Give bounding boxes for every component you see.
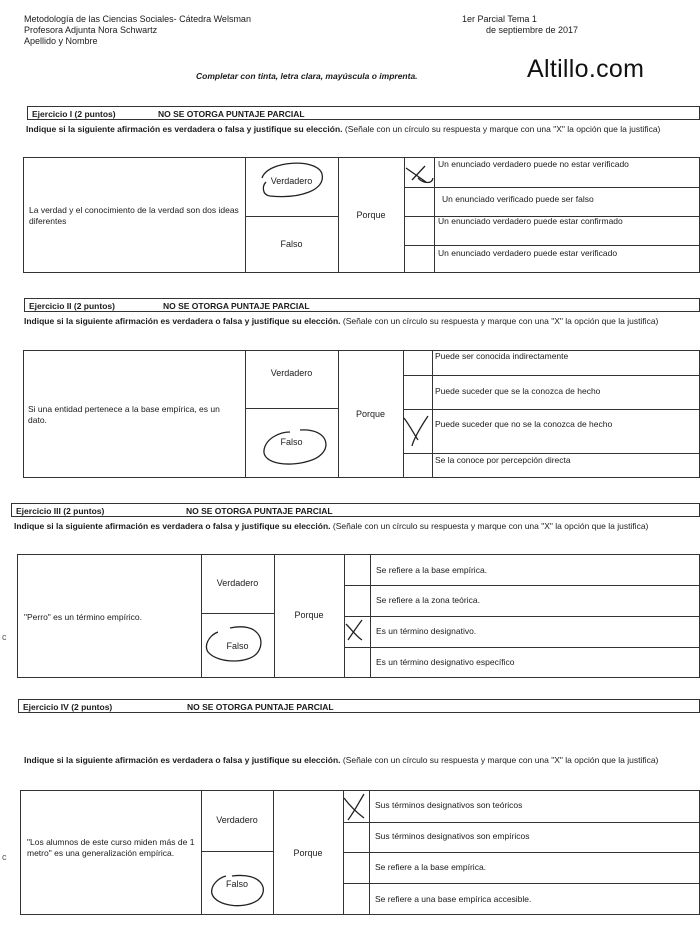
exercise-2-prompt-bold: Indique si la siguiente afirmación es verdadera o falsa y justifique su elección.	[24, 316, 341, 326]
exercise-2-option-2[interactable]: Puede suceder que se la conozca de hecho	[435, 386, 601, 396]
exercise-4-no-partial: NO SE OTORGA PUNTAJE PARCIAL	[187, 702, 334, 712]
exercise-1-prompt-bold: Indique si la siguiente afirmación es verdadera o falsa y justifique su elección.	[26, 124, 343, 134]
exercise-1-title: Ejercicio I (2 puntos)	[32, 109, 116, 119]
exercise-4-option-4[interactable]: Se refiere a una base empírica accesible.	[375, 894, 532, 904]
exercise-4-false[interactable]: Falso	[225, 879, 248, 889]
exercise-1-false[interactable]: Falso	[280, 239, 303, 249]
margin-mark-2: c	[2, 852, 7, 862]
watermark: Altillo.com	[527, 55, 645, 83]
exercise-4-statement: "Los alumnos de este curso miden más de 1 metro" es una generalización empírica.	[27, 837, 195, 858]
exercise-1-option-1[interactable]: Un enunciado verdadero puede no estar verificado	[438, 159, 629, 169]
exercise-3-prompt-rest: (Señale con un círculo su respuesta y marque con una "X" la opción que la justifica)	[330, 521, 649, 531]
exercise-3-prompt-bold: Indique si la siguiente afirmación es verdadera o falsa y justifique su elección.	[14, 521, 331, 531]
exercise-3-option-1[interactable]: Se refiere a la base empírica.	[376, 565, 488, 575]
exercise-1-true[interactable]: Verdadero	[270, 176, 313, 186]
exercise-1-option-2[interactable]: Un enunciado verificado puede ser falso	[442, 194, 594, 204]
exercise-2-true[interactable]: Verdadero	[270, 368, 313, 378]
exercise-2-because: Porque	[355, 409, 386, 419]
exercise-1-option-3[interactable]: Un enunciado verdadero puede estar confirmado	[438, 216, 623, 226]
exercise-3-false[interactable]: Falso	[226, 641, 249, 651]
exercise-2-prompt-rest: (Señale con un círculo su respuesta y marque con una "X" la opción que la justifica)	[340, 316, 659, 326]
exercise-4-option-2[interactable]: Sus términos designativos son empíricos	[375, 831, 530, 841]
exercise-4-option-1[interactable]: Sus términos designativos son teóricos	[375, 800, 523, 810]
exercise-3-option-3[interactable]: Es un término designativo.	[376, 626, 477, 636]
exercise-4-prompt-rest: (Señale con un círculo su respuesta y marque con una "X" la opción que la justifica)	[340, 755, 659, 765]
exercise-2-option-1[interactable]: Puede ser conocida indirectamente	[435, 351, 569, 361]
exercise-1-because: Porque	[356, 210, 386, 220]
exercise-2-no-partial: NO SE OTORGA PUNTAJE PARCIAL	[163, 301, 310, 311]
exercise-2-false[interactable]: Falso	[280, 437, 303, 447]
exercise-4-option-3[interactable]: Se refiere a la base empírica.	[375, 862, 487, 872]
exercise-3-true[interactable]: Verdadero	[216, 578, 259, 588]
exercise-3-because: Porque	[294, 610, 324, 620]
exercise-1-option-4[interactable]: Un enunciado verdadero puede estar verificado	[438, 248, 618, 258]
margin-mark: c	[2, 632, 7, 642]
instructions: Completar con tinta, letra clara, mayúscula o imprenta.	[196, 71, 418, 81]
exercise-4-true[interactable]: Verdadero	[216, 815, 258, 825]
exercise-1-prompt-rest: (Señale con un círculo su respuesta y marque con una "X" la opción que la justifica)	[342, 124, 661, 134]
header-name-label: Apellido y Nombre	[24, 36, 98, 46]
header-professor: Profesora Adjunta Nora Schwartz	[24, 25, 158, 35]
exercise-3-option-2[interactable]: Se refiere a la zona teórica.	[376, 595, 480, 605]
exercise-2-statement: Si una entidad pertenece a la base empírica, es un dato.	[28, 404, 220, 425]
exercise-4-title: Ejercicio IV (2 puntos)	[23, 702, 113, 712]
exercise-3-statement: "Perro" es un término empírico.	[24, 612, 142, 622]
exercise-2-option-3[interactable]: Puede suceder que no se la conozca de hecho	[435, 419, 613, 429]
exercise-2-title: Ejercicio II (2 puntos)	[29, 301, 115, 311]
header-date: de septiembre de 2017	[486, 25, 579, 35]
exercise-4-prompt-bold: Indique si la siguiente afirmación es verdadera o falsa y justifique su elección.	[24, 755, 341, 765]
exercise-3-title: Ejercicio III (2 puntos)	[16, 506, 105, 516]
exercise-1-statement: La verdad y el conocimiento de la verdad son dos ideas diferentes	[29, 205, 239, 226]
exercise-1-no-partial: NO SE OTORGA PUNTAJE PARCIAL	[158, 109, 305, 119]
exercise-3-option-4[interactable]: Es un término designativo específico	[376, 657, 515, 667]
exercise-2-option-4[interactable]: Se la conoce por percepción directa	[435, 455, 571, 465]
exercise-4-because: Porque	[293, 848, 323, 858]
header-exam: 1er Parcial Tema 1	[462, 14, 537, 24]
exercise-3-no-partial: NO SE OTORGA PUNTAJE PARCIAL	[186, 506, 333, 516]
header-course: Metodología de las Ciencias Sociales- Cátedra Welsman	[24, 14, 251, 24]
